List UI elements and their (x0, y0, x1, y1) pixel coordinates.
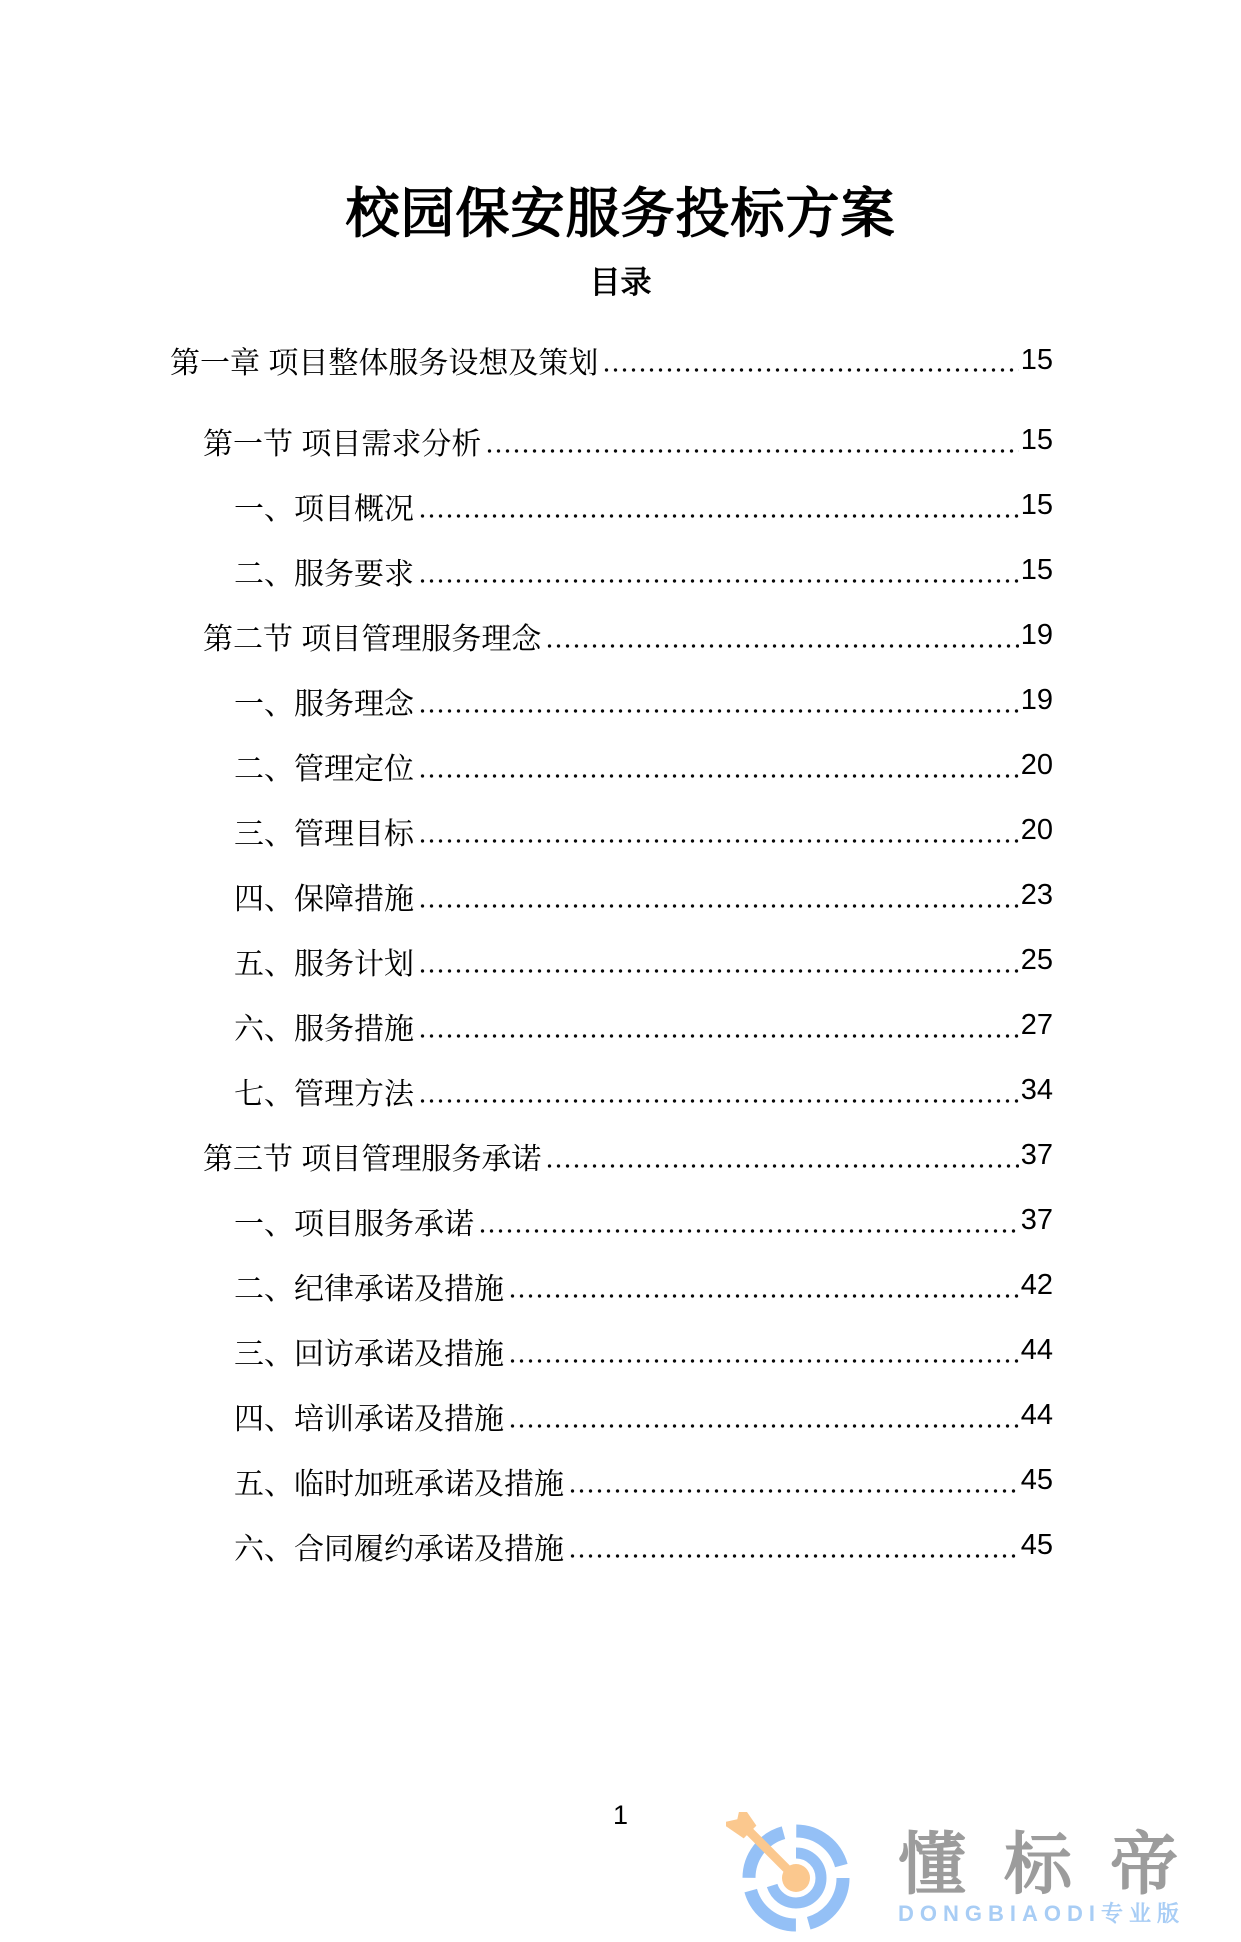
toc-leader-dots (602, 328, 1018, 392)
toc-leader-dots (418, 993, 1019, 1058)
toc-entry-label: 一、项目服务承诺 (234, 1207, 474, 1241)
watermark-brand-cn: 懂标帝 (898, 1827, 1217, 1903)
toc-entry-page: 27 (1020, 1009, 1053, 1041)
toc-entry-label: 三、管理目标 (234, 817, 414, 851)
toc-entry[interactable] (170, 1253, 1053, 1318)
toc-entry-page: 15 (1020, 343, 1053, 376)
toc-entry[interactable] (170, 1058, 1053, 1123)
toc-entry[interactable] (170, 1188, 1053, 1253)
toc-entry-page: 19 (1020, 684, 1053, 716)
toc-entry-page: 15 (1020, 554, 1053, 586)
toc-entry-label: 五、服务计划 (234, 947, 414, 981)
toc-entry-label: 二、服务要求 (234, 557, 414, 591)
toc-leader-dots (478, 1188, 1019, 1253)
toc-leader-dots (485, 408, 1018, 473)
toc-entry[interactable] (170, 1383, 1053, 1448)
watermark (726, 1812, 1241, 1937)
toc-leader-dots (568, 1513, 1019, 1578)
toc-leader-dots (545, 603, 1018, 668)
toc-entry-label: 六、服务措施 (234, 1012, 414, 1046)
toc-heading: 目录 (589, 265, 652, 300)
toc-entry-label: 四、培训承诺及措施 (234, 1402, 504, 1436)
toc-leader-dots (508, 1383, 1019, 1448)
toc-entry[interactable] (170, 1448, 1053, 1513)
toc-leader-dots (418, 538, 1019, 603)
toc-entry-page: 34 (1020, 1074, 1053, 1106)
toc-entry-label: 第一章 项目整体服务设想及策划 (170, 347, 599, 380)
table-of-contents (0, 328, 1241, 1578)
toc-entry[interactable] (170, 928, 1053, 993)
toc-entry-label: 四、保障措施 (234, 882, 414, 916)
toc-leader-dots (545, 1123, 1018, 1188)
toc-entry[interactable] (170, 1123, 1053, 1188)
document-title: 校园保安服务投标方案 (345, 184, 896, 244)
toc-entry[interactable] (170, 993, 1053, 1058)
toc-entry[interactable] (170, 538, 1053, 603)
toc-leader-dots (418, 928, 1019, 993)
toc-entry-label: 一、服务理念 (234, 687, 414, 721)
watermark-text (898, 1827, 1228, 1926)
toc-entry-label: 一、项目概况 (234, 492, 414, 526)
toc-entry-label: 第一节 项目需求分析 (203, 427, 482, 461)
toc-entry-page: 15 (1020, 489, 1053, 521)
toc-entry[interactable] (170, 1513, 1053, 1578)
toc-entry-label: 六、合同履约承诺及措施 (234, 1532, 564, 1566)
toc-entry-page: 44 (1020, 1334, 1053, 1366)
toc-entry-label: 二、管理定位 (234, 752, 414, 786)
toc-entry[interactable] (170, 603, 1053, 668)
toc-entry-page: 15 (1020, 424, 1053, 456)
toc-leader-dots (418, 668, 1019, 733)
toc-entry[interactable] (170, 863, 1053, 928)
toc-entry-page: 37 (1020, 1204, 1053, 1236)
toc-entry[interactable] (170, 668, 1053, 733)
target-arrow-icon (726, 1812, 856, 1942)
toc-entry-label: 三、回访承诺及措施 (234, 1337, 504, 1371)
toc-entry-page: 20 (1020, 749, 1053, 781)
toc-entry-label: 七、管理方法 (234, 1077, 414, 1111)
toc-entry-page: 25 (1020, 944, 1053, 976)
watermark-brand-en: DONGBIAODI (898, 1901, 1101, 1926)
toc-entry[interactable] (170, 473, 1053, 538)
toc-entry-page: 20 (1020, 814, 1053, 846)
toc-entry[interactable] (170, 733, 1053, 798)
page-number: 1 (612, 1800, 629, 1830)
toc-entry-page: 42 (1020, 1269, 1053, 1301)
toc-entry-label: 五、临时加班承诺及措施 (234, 1467, 564, 1501)
toc-entry-page: 19 (1020, 619, 1053, 651)
toc-entry-label: 第二节 项目管理服务理念 (203, 622, 542, 656)
toc-entry-label: 第三节 项目管理服务承诺 (203, 1142, 542, 1176)
toc-entry-page: 45 (1020, 1464, 1053, 1496)
toc-entry-page: 23 (1020, 879, 1053, 911)
toc-entry[interactable] (170, 798, 1053, 863)
toc-entry[interactable] (170, 328, 1053, 408)
toc-entry-page: 45 (1020, 1529, 1053, 1561)
toc-leader-dots (418, 1058, 1019, 1123)
toc-entry-label: 二、纪律承诺及措施 (234, 1272, 504, 1306)
document-page (0, 183, 1241, 1937)
watermark-brand-suffix: 专业版 (1101, 1901, 1186, 1926)
watermark-brand-en-row (898, 1902, 1228, 1926)
toc-leader-dots (418, 733, 1019, 798)
toc-entry-page: 37 (1020, 1139, 1053, 1171)
toc-leader-dots (508, 1318, 1019, 1383)
toc-entry[interactable] (170, 1318, 1053, 1383)
toc-leader-dots (508, 1253, 1019, 1318)
toc-leader-dots (568, 1448, 1019, 1513)
toc-leader-dots (418, 863, 1019, 928)
toc-leader-dots (418, 798, 1019, 863)
toc-entry[interactable] (170, 408, 1053, 473)
toc-entry-page: 44 (1020, 1399, 1053, 1431)
toc-leader-dots (418, 473, 1019, 538)
